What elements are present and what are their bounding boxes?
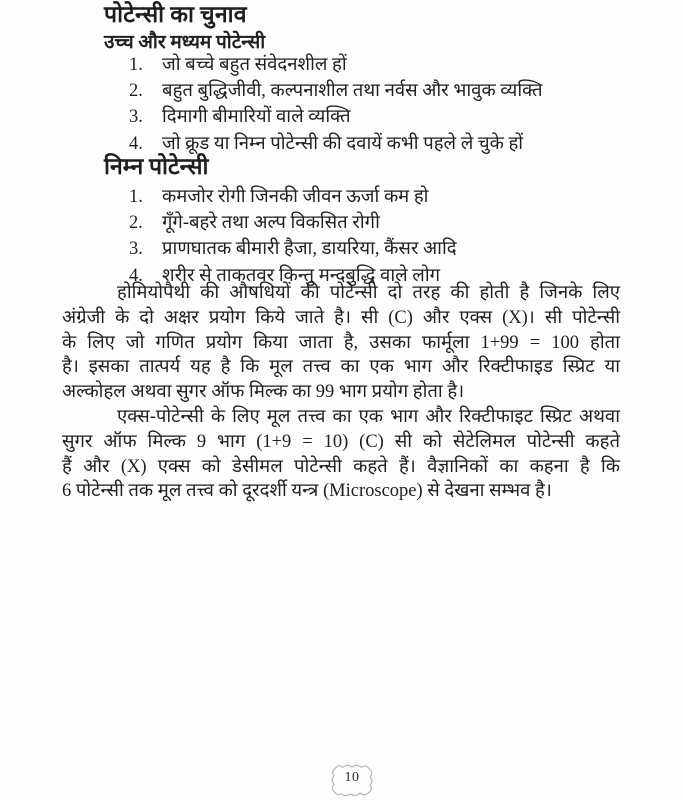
list-item [129,104,543,130]
list-item-number: 1. [129,187,143,207]
paragraph-line: हैं और (X) एक्स को डेसीमल पोटेन्सी कहते हैं। वैज्ञानिकों का कहना है कि [62,456,620,477]
list-item-text: जो क्रूड या निम्न पोटेन्सी की दवायें कभी पहले ले चुके हों [162,133,524,154]
paragraph-line: होमियोपैथी की औषधियों की पोटेन्सी दो तरह की होती है जिनके लिए [117,283,620,303]
page-title: पोटेन्सी का चुनाव [104,2,247,27]
section-heading-high-medium-potency: उच्च और मध्यम पोटेन्सी [104,32,266,53]
list-item [129,184,457,210]
list-item-number: 3. [129,107,143,128]
paragraph-line: एक्स-पोटेन्सी के लिए मूल तत्त्व का एक भाग और रिक्टीफाइट स्प्रिट अथवा [117,407,620,427]
list-item-number: 2. [129,213,143,234]
paragraph-line: के लिए जो गणित प्रयोग किया जाता है, उसका फार्मूला 1+99 = 100 होता [62,332,620,353]
list-item-text: बहुत बुद्धिजीवी, कल्पनाशील तथा नर्वस और भावुक व्यक्ति [162,81,543,102]
list-item-text: दिमागी बीमारियों वाले व्यक्ति [162,107,351,128]
list-item [129,52,543,78]
list-item-number: 3. [129,239,143,260]
paragraph-line: 6 पोटेन्सी तक मूल तत्त्व को दूरदर्शी यन्त्र (Microscope) से देखना सम्भव है। [62,481,552,502]
list-item-number: 4. [129,265,143,286]
paragraph-line: अंग्रेजी के दो अक्षर प्रयोग किये जाते है। सी (C) और एक्स (X)। सी पोटेन्सी [62,307,620,328]
paragraph-x-potency [62,405,620,504]
list-item-text: प्राणघातक बीमारी हैजा, डायरिया, कैंसर आदि [162,239,457,260]
list-item-number: 1. [129,55,143,75]
list-item-text: जो बच्चे बहुत संवेदनशील हों [162,55,347,75]
list-item [129,78,543,104]
list-item-text: गूँगे-बहरे तथा अल्प विकसित रोगी [162,213,380,234]
list-item-number: 4. [129,133,143,154]
list-item-number: 2. [129,81,143,102]
list-item [129,236,457,262]
list-item [129,210,457,236]
paragraph-line: है। इसका तात्पर्य यह है कि मूल तत्त्व का एक भाग और रिक्टीफाइड स्प्रिट या [62,357,620,378]
list-item-text: कमजोर रोगी जिनकी जीवन ऊर्जा कम हो [162,187,429,207]
page-number-stamp [328,761,376,800]
high-medium-potency-list [129,52,543,157]
section-heading-low-potency: निम्न पोटेन्सी [104,154,209,179]
low-potency-list [129,184,457,289]
paragraph-line: सुगर ऑफ मिल्क 9 भाग (1+9 = 10) (C) सी को सेटेलिमल पोटेन्सी कहते [62,431,620,452]
page-number: 10 [344,770,360,785]
paragraph-potency-types [62,281,620,405]
paragraph-line: अल्कोहल अथवा सुगर ऑफ मिल्क का 99 भाग प्रयोग होता है। [62,382,465,403]
list-item-text: शरीर से ताकतवर किन्तु मन्दबुद्धि वाले लोग [162,265,441,286]
